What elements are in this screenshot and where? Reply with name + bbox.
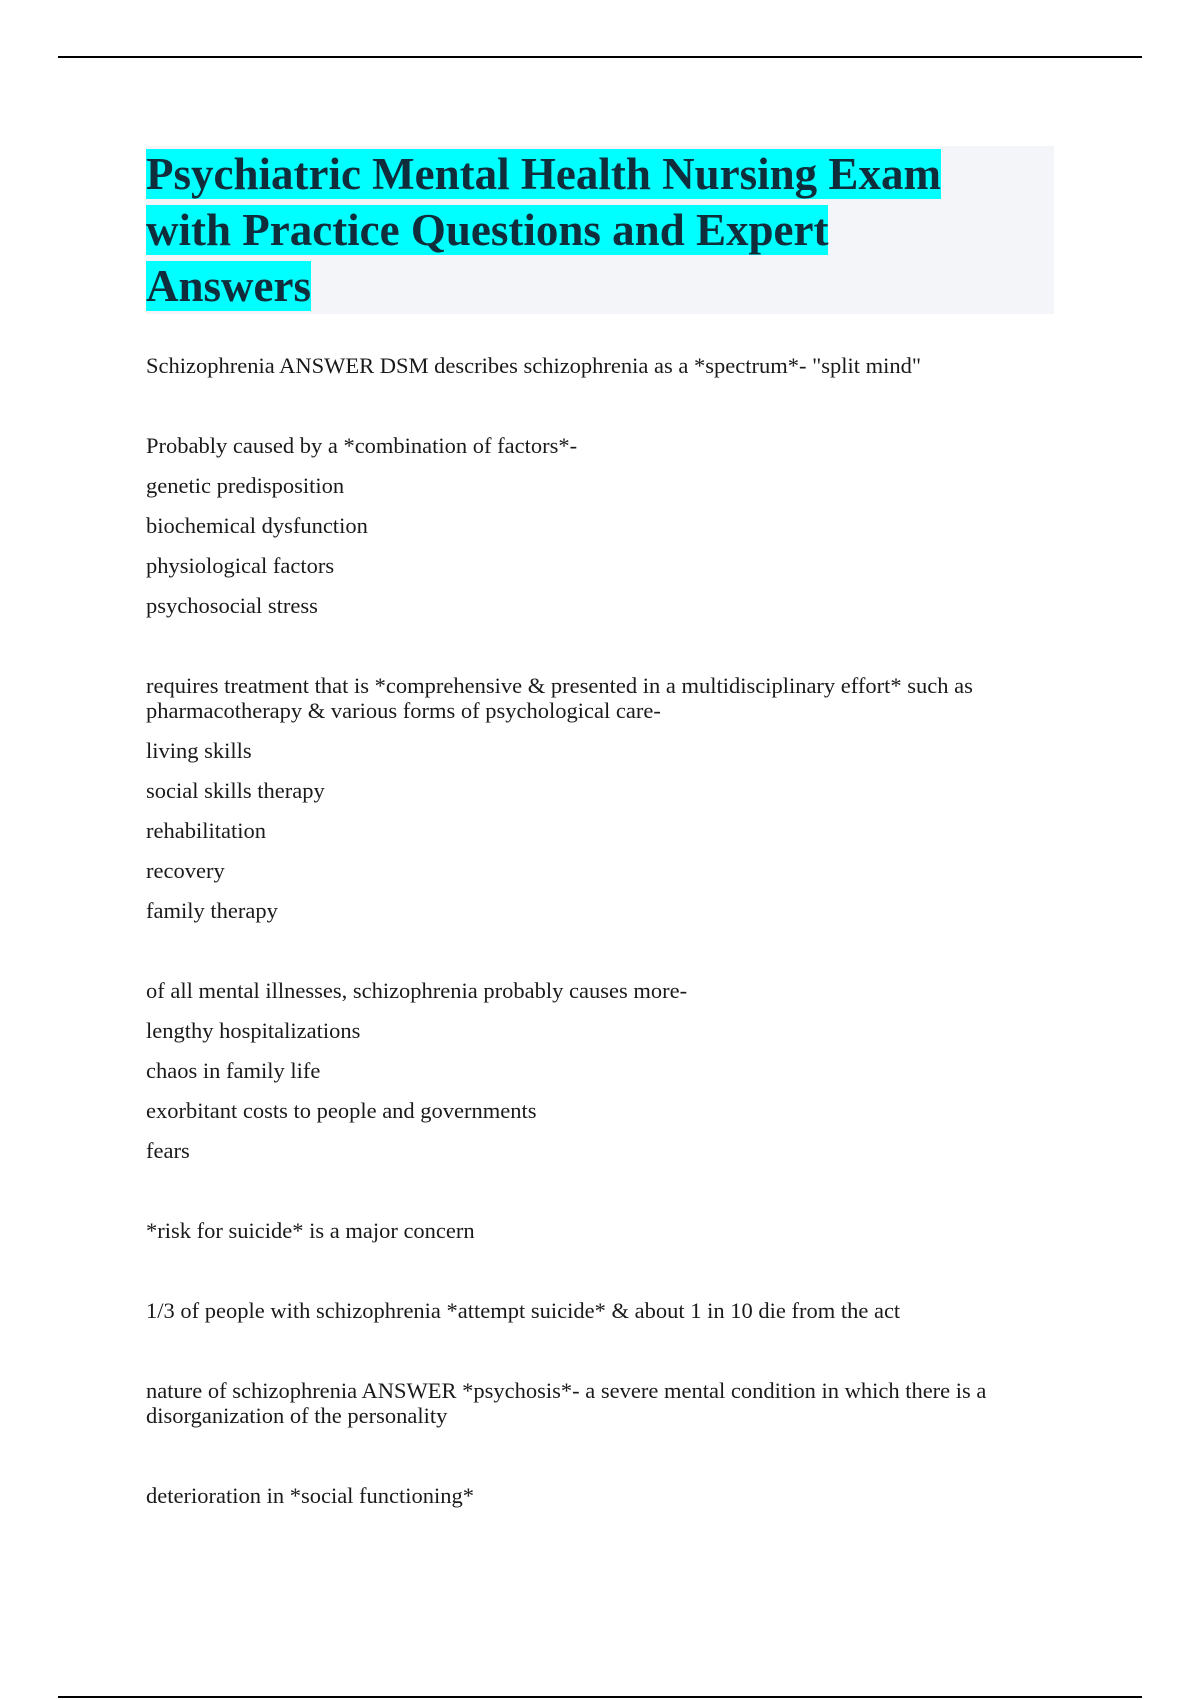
list-item: rehabilitation [146,818,266,843]
list-item: biochemical dysfunction [146,513,368,538]
list-item: chaos in family life [146,1058,321,1083]
section-gap [146,1436,1066,1476]
section-gap [146,1251,1066,1291]
answer-line: nature of schizophrenia ANSWER *psychosis*- a severe mental condition in which there is a disorganization of the personality [146,1378,987,1428]
section-gap [146,626,1066,666]
title-block [146,146,1054,314]
section-gap [146,1331,1066,1371]
section-social-functioning [146,1476,1066,1516]
section-gap [146,386,1066,426]
top-rule [58,56,1142,58]
title-line-1: Psychiatric Mental Health Nursing Exam [146,149,941,199]
list-item: physiological factors [146,553,335,578]
title-line-3: Answers [146,261,311,311]
bottom-rule [58,1696,1142,1698]
list-item: genetic predisposition [146,473,345,498]
section-causes [146,426,1066,626]
title-line-2: with Practice Questions and Expert [146,205,829,255]
list-item: fears [146,1138,190,1163]
text-line: of all mental illnesses, schizophrenia probably causes more- [146,978,688,1003]
list-item: social skills therapy [146,778,325,803]
section-gap [146,931,1066,971]
answer-line: Schizophrenia ANSWER DSM describes schizophrenia as a *spectrum*- "split mind" [146,353,922,378]
list-item: exorbitant costs to people and governments [146,1098,537,1123]
list-item: living skills [146,738,252,763]
text-line: 1/3 of people with schizophrenia *attempt suicide* & about 1 in 10 die from the act [146,1298,901,1323]
text-line: *risk for suicide* is a major concern [146,1218,475,1243]
section-suicide-stats [146,1291,1066,1331]
section-impact [146,971,1066,1171]
section-suicide-risk [146,1211,1066,1251]
text-line: Probably caused by a *combination of factors*- [146,433,578,458]
document-body [146,346,1066,1516]
list-item: family therapy [146,898,278,923]
list-item: lengthy hospitalizations [146,1018,361,1043]
section-gap [146,1171,1066,1211]
document-title [146,146,1054,314]
list-item: psychosocial stress [146,593,318,618]
section-nature [146,1371,1066,1436]
text-line: deterioration in *social functioning* [146,1483,475,1508]
section-schizophrenia-definition [146,346,1066,386]
text-line: requires treatment that is *comprehensive & presented in a multidisciplinary effort* such as pharmacotherapy & various forms of psychological care- [146,673,973,723]
section-treatment [146,666,1066,931]
list-item: recovery [146,858,225,883]
